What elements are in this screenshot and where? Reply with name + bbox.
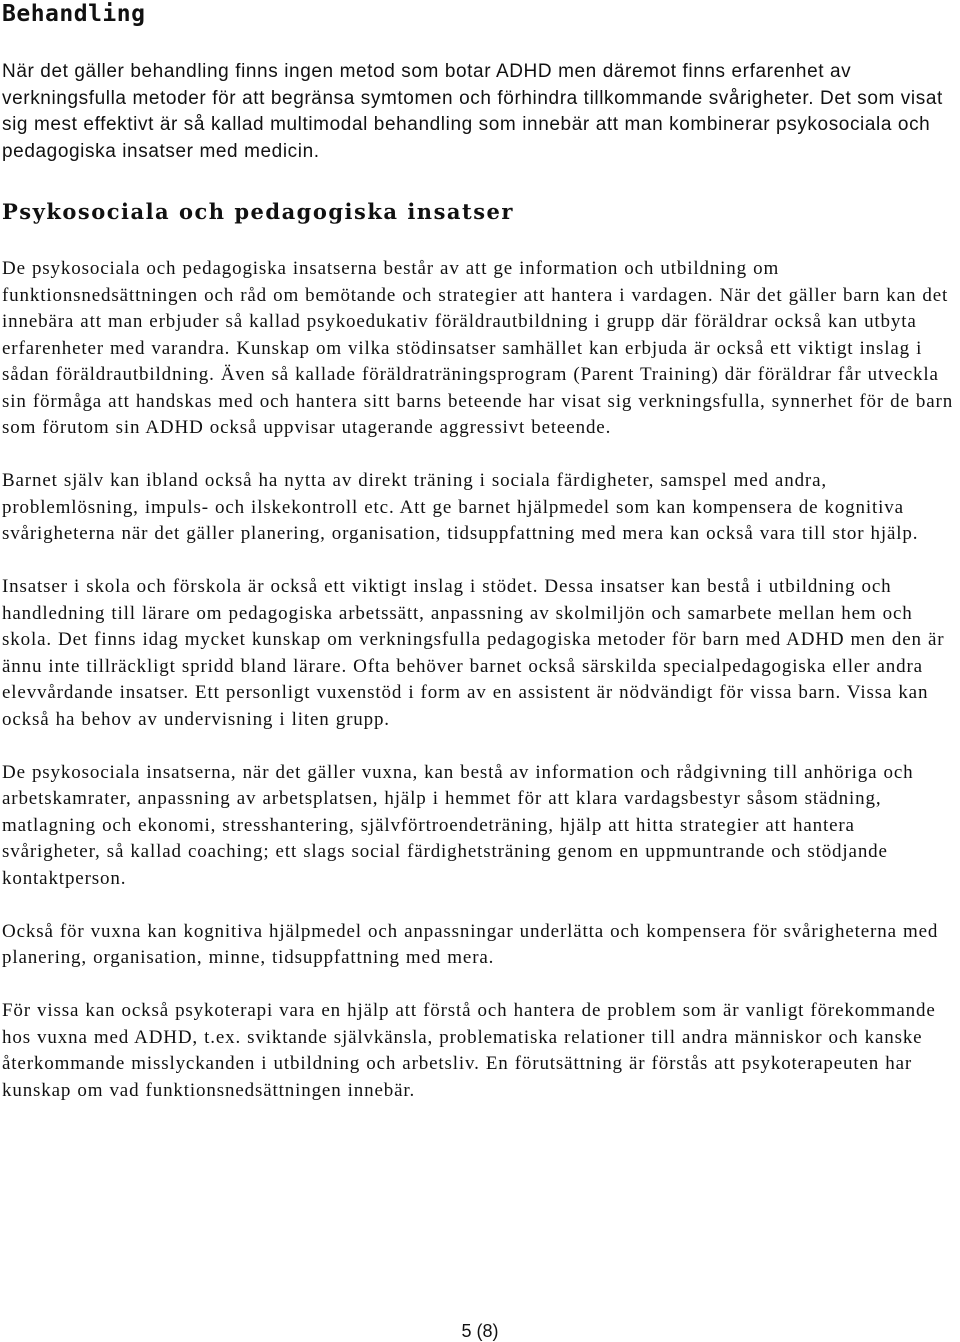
intro-paragraph: När det gäller behandling finns ingen metod som botar ADHD men däremot finns erfarenhet av verkningsfulla metoder för att begränsa symtomen och förhindra tillkommande svårigheter. Det som visat sig mest effektivt är så kallad multimodal behandling som innebär att man kombinerar psykosociala och pedagogiska insatser med medicin.: [2, 61, 943, 162]
paragraph-adult-interventions: De psykosociala insatserna, när det gäller vuxna, kan bestå av information och rådgivning till anhöriga och arbetskamrater, anpassning av arbetsplatsen, hjälp i hemmet för att klara vardagsbestyr såsom städning, matlagning och ekonomi, stresshantering, självförtroendeträning, hjälp att hitta strategier att hantera svårigheter, så kallad coaching; ett slags social färdighetsträning genom en uppmuntrande och stödjande kontaktperson.: [2, 761, 914, 889]
subsection-heading: Psykosociala och pedagogiska insatser: [2, 199, 514, 224]
paragraph-school-interventions: Insatser i skola och förskola är också ett viktigt inslag i stödet. Dessa insatser kan bestå i utbildning och handledning till lärare om pedagogiska arbetssätt, anpassning av skolmiljön och samarbete mellan hem och skola. Det finns idag mycket kunskap om verkningsfulla pedagogiska metoder för barn med ADHD men den är ännu inte tillräckligt spridd bland lärare. Ofta behöver barnet också särskilda specialpedagogiska eller andra elevvårdande insatser. Ett personligt vuxenstöd i form av en assistent är nödvändigt för vissa barn. Vissa kan också ha behov av undervisning i liten grupp.: [2, 576, 945, 730]
paragraph-psychotherapy: För vissa kan också psykoterapi vara en hjälp att förstå och hantera de problem som är vanligt förekommande hos vuxna med ADHD, t.ex. sviktande självkänsla, problematiska relationer till andra människor och kanske återkommande misslyckanden i utbildning och arbetsliv. En förutsättning är förstås att psykoterapeuten har kunskap om vad funktionsnedsättningen innebär.: [2, 1000, 936, 1101]
paragraph-adult-cognitive-aids: Också för vuxna kan kognitiva hjälpmedel och anpassningar underlätta och kompensera för svårigheterna med planering, organisation, minne, tidsuppfattning med mera.: [2, 920, 939, 968]
paragraph-psychosocial-interventions: De psykosociala och pedagogiska insatserna består av att ge information och utbildning om funktionsnedsättningen och råd om bemötande och strategier att hantera i vardagen. När det gäller barn kan det innebära att man erbjuder så kallad psykoedukativ föräldrautbildning i grupp där föräldrar också kan utbyta erfarenheter med varandra. Kunskap om vilka stödinsatser samhället kan erbjuda är också ett viktigt inslag i sådan föräldrautbildning. Även så kallade föräldraträningsprogram (Parent Training) där föräldrar får utveckla sin förmåga att handskas med och hantera sitt barns beteende har visat sig verkningsfulla, synnerhet för de barn som förutom sin ADHD också uppvisar utagerande aggressivt beteende.: [2, 258, 954, 438]
paragraph-child-training: Barnet själv kan ibland också ha nytta av direkt träning i sociala färdigheter, samspel med andra, problemlösning, impuls- och ilskekontroll etc. Att ge barnet hjälpmedel som kan kompensera de kognitiva svårigheterna när det gäller planering, organisation, tidsuppfattning med mera kan också vara till stor hjälp.: [2, 470, 919, 544]
body-text: [2, 256, 957, 1131]
page-number: 5 (8): [461, 1321, 499, 1341]
section-heading: Behandling: [2, 1, 146, 27]
